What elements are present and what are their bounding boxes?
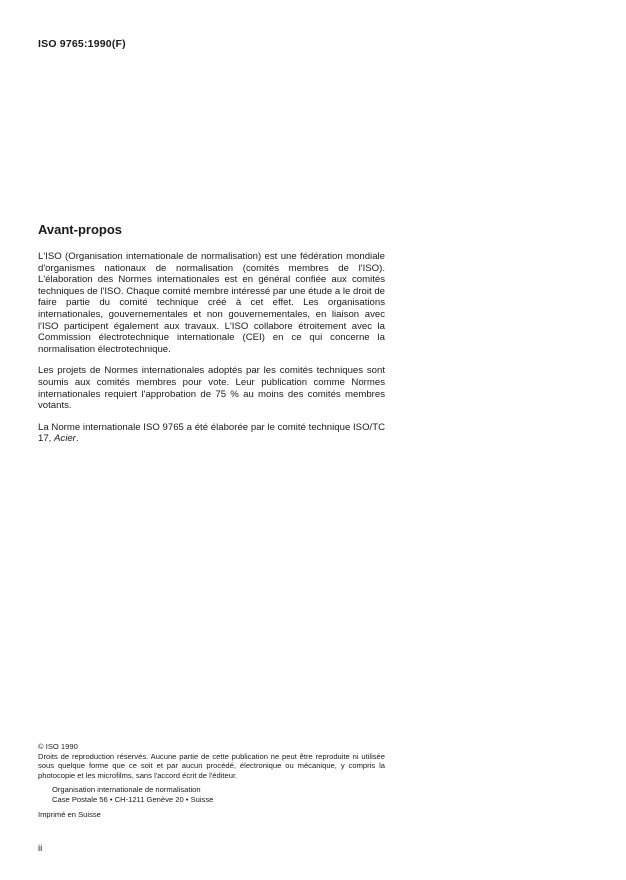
- foreword-paragraph-1: L'ISO (Organisation internationale de normalisation) est une fédération mondiale d'organismes nationaux de normalisation (comités membres de l'ISO). L'élaboration des Normes internationales est en général confiée aux comités techniques de l'ISO. Chaque comité membre intéressé par une étude a le droit de faire partie du comité technique créé à cet effet. Les organisations internationales, gouvernementales et non gouvernementales, en liaison avec l'ISO participent également aux travaux. L'ISO collabore étroitement avec la Commission électrotechnique internationale (CEI) en ce qui concerne la normalisation électrotechnique.: [38, 251, 385, 355]
- publisher-postal-address: Case Postale 56 • CH-1211 Genève 20 • Suisse: [52, 794, 214, 804]
- copyright-block: [38, 742, 385, 819]
- page-number: ii: [38, 843, 43, 854]
- publisher-name: Organisation internationale de normalisation: [52, 785, 201, 795]
- foreword-section: [38, 222, 385, 455]
- document-reference: ISO 9765:1990(F): [38, 38, 126, 50]
- foreword-paragraph-3: [38, 422, 385, 445]
- foreword-paragraph-2: Les projets de Normes internationales adoptés par les comités techniques sont soumis aux comités membres pour vote. Leur publication comme Normes internationales requiert l'approbation de 75 % au moins des comités membres votants.: [38, 365, 385, 412]
- publisher-address: [52, 785, 385, 804]
- foreword-paragraph-3-end: .: [75, 433, 79, 445]
- rights-notice: Droits de reproduction réservés. Aucune partie de cette publication ne peut être reproduite ni utilisée sous quelque forme que ce soit et par aucun procédé, électronique ou mécanique, y compris la photocopie et les microfilms, sans l'accord écrit de l'éditeur.: [38, 751, 385, 780]
- printed-in: Imprimé en Suisse: [38, 809, 101, 819]
- copyright-line: © ISO 1990: [38, 742, 78, 751]
- committee-name: Acier: [54, 433, 76, 445]
- foreword-paragraph-3-text: La Norme internationale ISO 9765 a été élaborée par le comité technique ISO/TC 17,: [38, 421, 385, 445]
- foreword-title: Avant-propos: [38, 222, 123, 237]
